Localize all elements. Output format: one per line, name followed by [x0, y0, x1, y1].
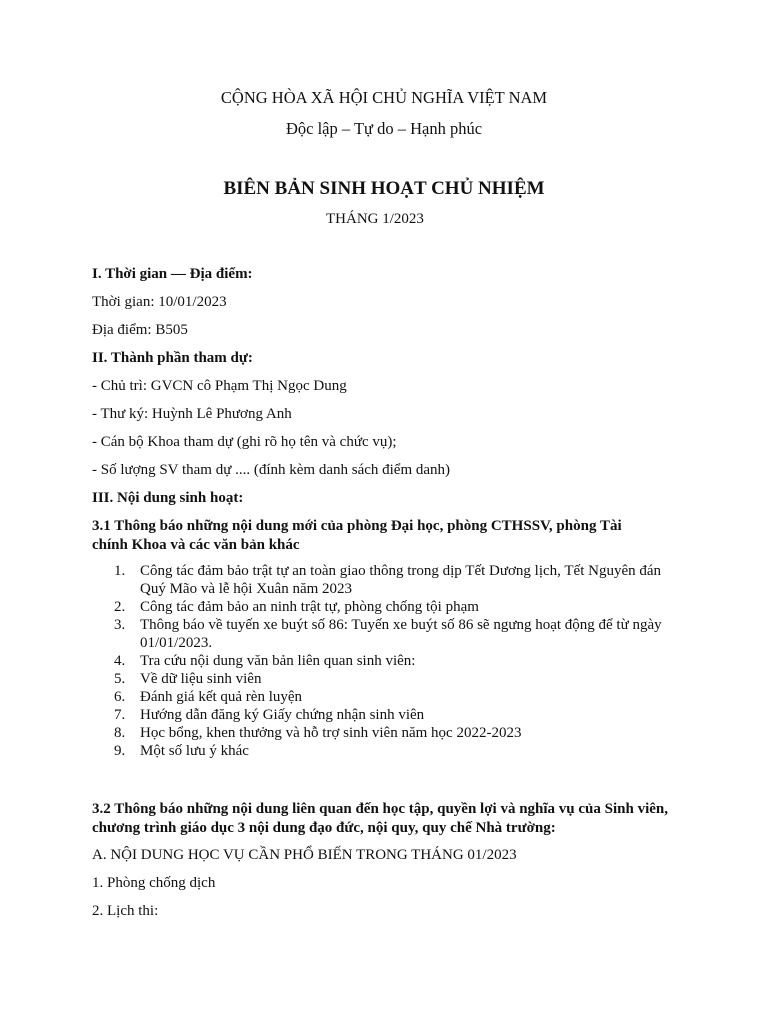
nation-heading: CỘNG HÒA XÃ HỘI CHỦ NGHĨA VIỆT NAM — [220, 88, 548, 107]
meeting-place: Địa điểm: B505 — [92, 322, 188, 338]
motto: Độc lập – Tự do – Hạnh phúc — [285, 119, 483, 138]
list-item: 4. Tra cứu nội dung văn bản liên quan sinh viên: — [114, 653, 416, 669]
list-item: 2. Công tác đảm bảo an ninh trật tự, phòng chống tội phạm — [114, 599, 479, 615]
part-a-heading: A. NỘI DUNG HỌC VỤ CẦN PHỔ BIẾN TRONG THÁNG 01/2023 — [92, 847, 517, 863]
section-3-heading: III. Nội dung sinh hoạt: — [92, 490, 244, 506]
part-a-item-2: 2. Lịch thi: — [92, 903, 159, 919]
list-item: 9. Một số lưu ý khác — [114, 743, 249, 759]
list-item: 1. Công tác đảm bảo trật tự an toàn giao thông trong dịp Tết Dương lịch, Tết Nguyên đán Quý Mão và lễ hội Xuân năm 2023 — [114, 563, 662, 597]
attendee-secretary: - Thư ký: Huỳnh Lê Phương Anh — [92, 406, 292, 422]
attendee-faculty-staff: - Cán bộ Khoa tham dự (ghi rõ họ tên và chức vụ); — [92, 434, 397, 450]
subsection-3-2-heading: 3.2 Thông báo những nội dung liên quan đến học tập, quyền lợi và nghĩa vụ của Sinh viên, chương trình giáo dục 3 nội dung đạo đức, nội quy, quy chế Nhà trường: — [92, 801, 668, 836]
section-1-heading: I. Thời gian — Địa điểm: — [92, 266, 253, 282]
list-item: 3. Thông báo về tuyến xe buýt số 86: Tuyến xe buýt số 86 sẽ ngưng hoạt động để từ ngày 01/01/2023. — [114, 617, 662, 651]
list-item: 7. Hướng dẫn đăng ký Giấy chứng nhận sinh viên — [114, 707, 425, 723]
list-item: 5. Về dữ liệu sinh viên — [114, 671, 262, 687]
announcement-list — [114, 562, 680, 760]
list-item: 8. Học bổng, khen thưởng và hỗ trợ sinh viên năm học 2022-2023 — [114, 725, 522, 741]
section-2-heading: II. Thành phần tham dự: — [92, 350, 253, 366]
part-a-item-1: 1. Phòng chống dịch — [92, 875, 216, 891]
attendee-chair: - Chủ trì: GVCN cô Phạm Thị Ngọc Dung — [92, 378, 347, 394]
meeting-time: Thời gian: 10/01/2023 — [92, 294, 227, 310]
list-item: 6. Đánh giá kết quả rèn luyện — [114, 689, 303, 705]
subsection-3-1-heading: 3.1 Thông báo những nội dung mới của phòng Đại học, phòng CTHSSV, phòng Tài chính Khoa và các văn bản khác — [92, 518, 622, 553]
report-month: THÁNG 1/2023 — [326, 211, 424, 227]
attendee-student-count: - Số lượng SV tham dự .... (đính kèm danh sách điểm danh) — [92, 462, 451, 478]
document-title: BIÊN BẢN SINH HOẠT CHỦ NHIỆM — [223, 178, 545, 199]
